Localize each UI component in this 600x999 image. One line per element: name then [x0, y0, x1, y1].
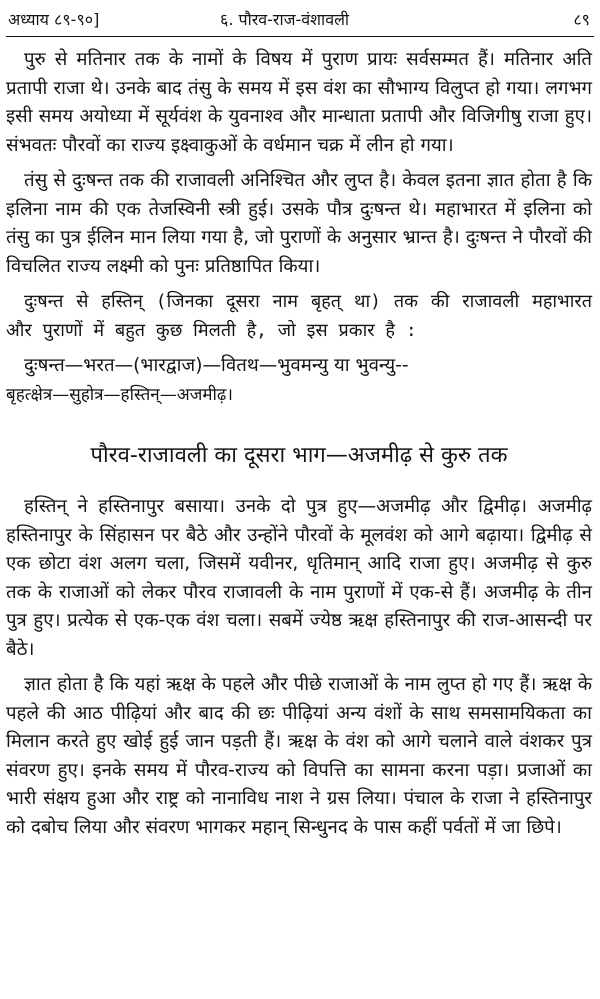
- running-title: ६. पौरव-राज-वंशावली: [220, 10, 350, 29]
- page-header: [6, 2, 594, 37]
- page-number: ८९: [573, 10, 590, 29]
- section-heading: पौरव-राजावली का दूसरा भाग—अजमीढ़ से कुरु तक: [90, 443, 508, 468]
- paragraph-1: पुरु से मतिनार तक के नामों के विषय में पुराण प्रायः सर्वसम्मत हैं। मतिनार अति प्रतापी राजा थे। उनके बाद तंसु के समय में इस वंश का सौभाग्य विलुप्त हो गया। लगभग इसी समय अयोध्या में सूर्यवंश के युवनाश्व और मान्धाता प्रतापी और विजिगीषु राजा हुए। संभवतः पौरवों का राज्य इक्ष्वाकुओं के वर्धमान चक्र में लीन हो गया।: [6, 49, 592, 156]
- chapter-label: अध्याय ८९-९०]: [8, 10, 100, 29]
- page-body: [6, 46, 592, 849]
- paragraph-3: दुःषन्त से हस्तिन् (जिनका दूसरा नाम बृहत् था) तक की राजावली महाभारत और पुराणों में बहुत कुछ मिलती है, जो इस प्रकार है :: [6, 291, 592, 341]
- lineage-line-2: बृहत्क्षेत्र—सुहोत्र—हस्तिन्—अजमीढ़।: [6, 384, 233, 405]
- paragraph-2: तंसु से दुःषन्त तक की राजावली अनिश्चित और लुप्त है। केवल इतना ज्ञात होता है कि इलिना नाम की एक तेजस्विनी स्त्री हुई। उसके पौत्र दुःषन्त थे। महाभारत में इलिना को तंसु का पुत्र ईलिन मान लिया गया है, जो पुराणों के अनुसार भ्रान्त है। दुःषन्त ने पौरवों की विचलित राज्य लक्ष्मी को पुनः प्रतिष्ठापित किया।: [6, 170, 592, 277]
- paragraph-5: ज्ञात होता है कि यहां ऋक्ष के पहले और पीछे राजाओं के नाम लुप्त हो गए हैं। ऋक्ष के पहले की आठ पीढ़ियां और बाद की छः पीढ़ियां अन्य वंशों के साथ समसामयिकता का मिलान करते हुए खोई हुई जान पड़ती हैं। ऋक्ष के वंश को आगे चलाने वाले वंशकर पुत्र संवरण हुए। इनके समय में पौरव-राज्य को विपत्ति का सामना करना पड़ा। प्रजाओं का भारी संक्षय हुआ और राष्ट्र को नानाविध नाश ने ग्रस लिया। पंचाल के राजा ने हस्तिनापुर को दबोच लिया और संवरण भागकर महान् सिन्धुनद के पास कहीं पर्वतों में जा छिपे।: [6, 674, 592, 838]
- paragraph-4: हस्तिन् ने हस्तिनापुर बसाया। उनके दो पुत्र हुए—अजमीढ़ और द्विमीढ़। अजमीढ़ हस्तिनापुर के सिंहासन पर बैठे और उन्होंने पौरवों के मूलवंश को आगे बढ़ाया। द्विमीढ़ से एक छोटा वंश अलग चला, जिसमें यवीनर, धृतिमान् आदि राजा हुए। अजमीढ़ से कुरु तक के राजाओं को लेकर पौरव राजावली के नाम पुराणों में एक-से हैं। अजमीढ़ के तीन पुत्र हुए। प्रत्येक से एक-एक वंश चला। सबमें ज्येष्ठ ऋक्ष हस्तिनापुर की राज-आसन्दी पर बैठे।: [6, 496, 592, 660]
- lineage-line-1: दुःषन्त—भरत—(भारद्वाज)—वितथ—भुवमन्यु या भुवन्यु--: [24, 355, 409, 376]
